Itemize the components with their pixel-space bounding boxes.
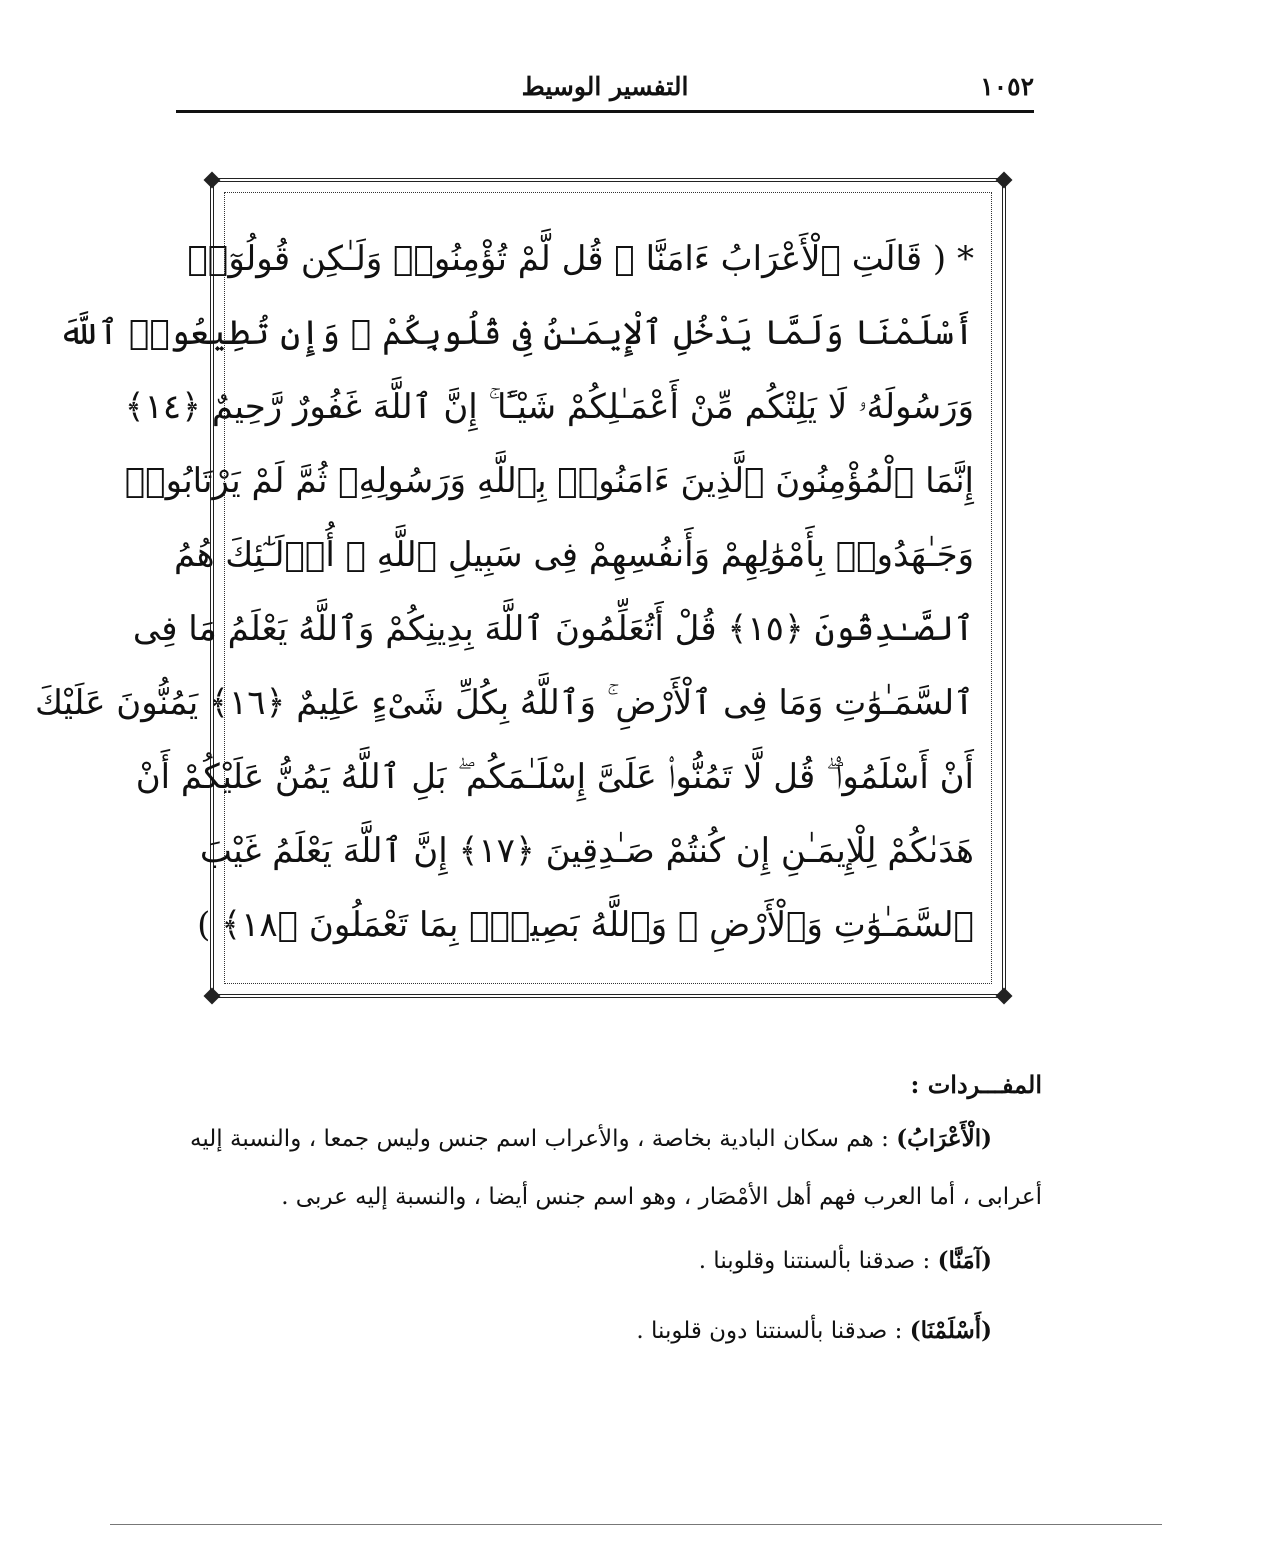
verse-line: وَرَسُولَهُۥ لَا يَلِتْكُم مِّنْ أَعْمَـٰلِكُمْ شَيْـًٔا ۚ إِنَّ ٱللَّهَ غَفُورٌ رَّحِيمٌ ﴿١٤﴾ bbox=[124, 387, 974, 427]
verse-line: هَدَىٰكُمْ لِلْإِيمَـٰنِ إِن كُنتُمْ صَـٰدِقِينَ ﴿١٧﴾ إِنَّ ٱللَّهَ يَعْلَمُ غَيْبَ bbox=[199, 831, 974, 871]
footer-rule bbox=[110, 1524, 1162, 1525]
note-term: (الْأَعْرَابُ) bbox=[896, 1125, 992, 1152]
verse-line: ٱلسَّمَـٰوَٰتِ وَٱلْأَرْضِ ۚ وَٱللَّهُ بَصِيرٌۢ بِمَا تَعْمَلُونَ ﴿١٨﴾ ) bbox=[197, 905, 974, 945]
note-definition: : صدقنا بألسنتنا دون قلوبنا . bbox=[636, 1318, 910, 1344]
verse-frame bbox=[35, 178, 1006, 998]
frame-corner-ornament bbox=[996, 988, 1013, 1005]
note-definition: : هم سكان البادية بخاصة ، والأعراب اسم جنس وليس جمعا ، والنسبة إليه أعرابى ، أما العرب فهم أهل الأمْصَار ، وهو اسم جنس أيضا ، والنسبة إليه عربى . bbox=[190, 1126, 1042, 1210]
verse-line: أَنْ أَسْلَمُوا۟ ۖ قُل لَّا تَمُنُّوا۟ عَلَىَّ إِسْلَـٰمَكُم ۖ بَلِ ٱللَّهُ يَمُنُّ عَلَيْكُمْ أَنْ bbox=[135, 757, 974, 797]
frame-corner-ornament bbox=[204, 172, 221, 189]
verse-text bbox=[35, 222, 974, 962]
note-entry bbox=[190, 1110, 1042, 1226]
verse-line: إِنَّمَا ٱلْمُؤْمِنُونَ ٱلَّذِينَ ءَامَنُوا۟ بِٱللَّهِ وَرَسُولِهِۦ ثُمَّ لَمْ يَرْتَابُوا۟ bbox=[124, 461, 974, 501]
frame-corner-ornament bbox=[996, 172, 1013, 189]
header-rule bbox=[176, 110, 1034, 113]
frame-corner-ornament bbox=[204, 988, 221, 1005]
notes-heading: المفـــردات : bbox=[910, 1070, 1042, 1099]
verse-line: أَسْلَمْنَا وَلَمَّا يَدْخُلِ ٱلْإِيمَـٰنُ فِى قُلُوبِكُمْ ۖ وَإِن تُطِيعُوا۟ ٱللَّهَ bbox=[58, 313, 974, 353]
note-definition: : صدقنا بألسنتنا وقلوبنا . bbox=[698, 1248, 938, 1274]
page-number: ١٠٥٢ bbox=[980, 72, 1034, 101]
running-title: التفسير الوسيط bbox=[521, 72, 689, 101]
verse-line: * ( قَالَتِ ٱلْأَعْرَابُ ءَامَنَّا ۖ قُل لَّمْ تُؤْمِنُوا۟ وَلَـٰكِن قُولُوٓا۟ bbox=[187, 239, 974, 279]
page-header bbox=[176, 72, 1034, 108]
note-term: (أَسْلَمْنَا) bbox=[909, 1317, 992, 1344]
verse-line: ٱلسَّمَـٰوَٰتِ وَمَا فِى ٱلْأَرْضِ ۚ وَٱللَّهُ بِكُلِّ شَىْءٍ عَلِيمٌ ﴿١٦﴾ يَمُنُّونَ عَلَيْكَ bbox=[35, 683, 974, 723]
note-entry bbox=[190, 1296, 1042, 1366]
verse-line: ٱلصَّـٰدِقُونَ ﴿١٥﴾ قُلْ أَتُعَلِّمُونَ ٱللَّهَ بِدِينِكُمْ وَٱللَّهُ يَعْلَمُ مَا فِى bbox=[132, 609, 974, 649]
verse-line: وَجَـٰهَدُوا۟ بِأَمْوَٰلِهِمْ وَأَنفُسِهِمْ فِى سَبِيلِ ٱللَّهِ ۚ أُو۟لَـٰٓئِكَ هُمُ bbox=[173, 535, 974, 575]
vocabulary-notes bbox=[190, 1060, 1042, 1366]
note-entry bbox=[190, 1226, 1042, 1296]
note-term: (آمَنَّا) bbox=[937, 1247, 992, 1274]
